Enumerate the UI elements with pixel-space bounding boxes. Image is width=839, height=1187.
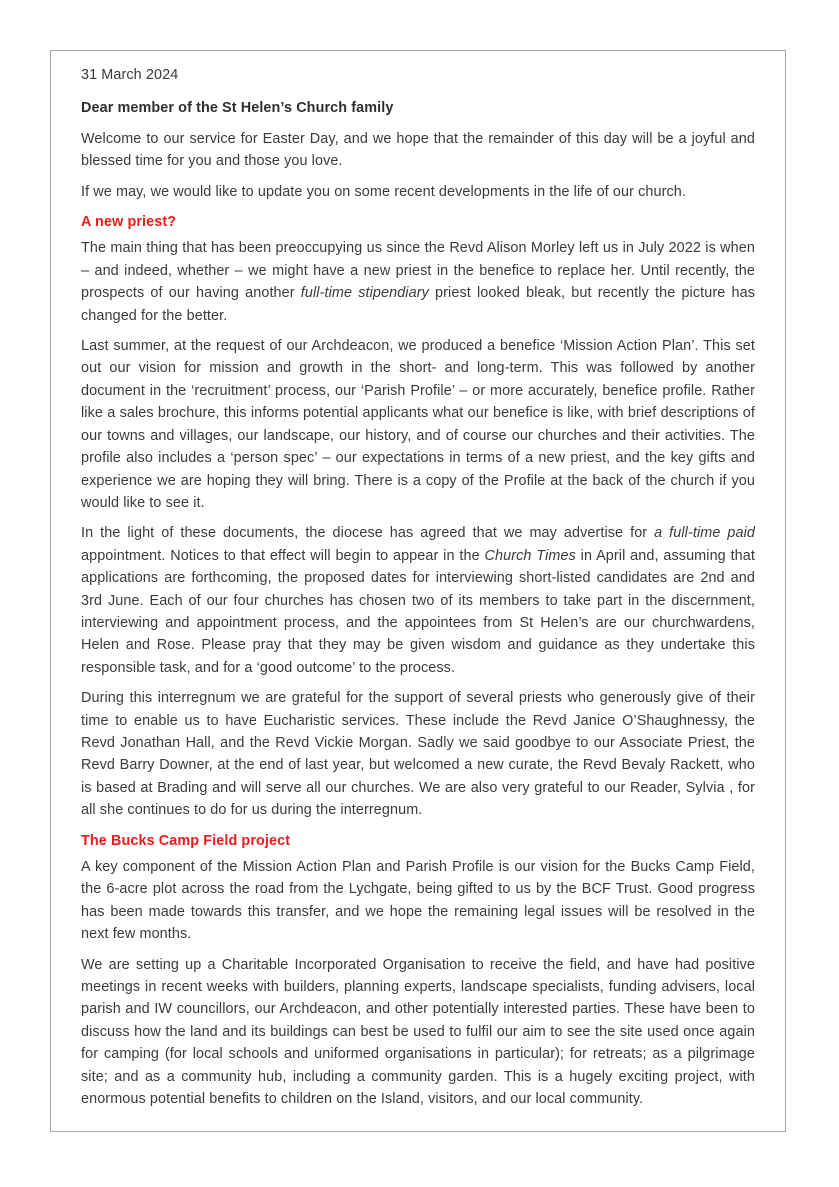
italic-phrase: a full-time paid	[654, 525, 755, 542]
paragraph-welcome	[81, 128, 755, 173]
paragraph-interregnum	[81, 687, 755, 821]
paragraph-text: We are setting up a Charitable Incorporated Organisation to receive the field, and have had positive meetings in recent weeks with builders, planning experts, landscape specialists, funding advisers, local parish and IW councillors, our Archdeacon, and other potentially interested parties. These have been to discuss how the land and its buildings can best be used to fulfil our aim to see the site used once again for camping (for local schools and uniformed organisations in particular); for retreats; as a pilgrimage site; and as a community hub, including a community garden. This is a hugely exciting project, with enormous potential benefits to children on the Island, visitors, and our local community.	[81, 956, 755, 1108]
paragraph-text: Last summer, at the request of our Archdeacon, we produced a benefice ‘Mission Action Plan’. This set out our vision for mission and growth in the short- and long-term. This was followed by another document in the ‘recruitment’ process, our ‘Parish Profile’ – or more accurately, benefice profile. Rather like a sales brochure, this informs potential applicants what our benefice is like, with brief descriptions of our towns and villages, our landscape, our history, and of course our churches and their activities. The profile also includes a ‘person spec’ – our expectations in terms of a new priest, and the key gifts and experience we are hoping they will bring. There is a copy of the Profile at the back of the church if you would like to see it.	[81, 338, 755, 511]
paragraph-text: A key component of the Mission Action Plan and Parish Profile is our vision for the Bucks Camp Field, the 6-acre plot across the road from the Lychgate, being gifted to us by the BCF Trust. Good progress has been made towards this transfer, and we hope the remaining legal issues will be resolved in the next few months.	[81, 859, 755, 943]
paragraph-text: During this interregnum we are grateful for the support of several priests who generously give of their time to enable us to have Eucharistic services. These include the Revd Janice O’Shaughnessy, the Revd Jonathan Hall, and the Revd Vickie Morgan. Sadly we said goodbye to our Associate Priest, the Revd Barry Downer, at the end of last year, but welcomed a new curate, the Revd Bevaly Rackett, who is based at Brading and will serve all our churches. We are also very grateful to our Reader, Sylvia , for all she continues to do for us during the interregnum.	[81, 690, 755, 819]
italic-phrase: full-time stipendiary	[300, 285, 429, 302]
paragraph-in-the-light	[81, 522, 755, 679]
italic-phrase-church-times: Church Times	[484, 547, 576, 564]
section-heading-new-priest: A new priest?	[81, 214, 177, 231]
paragraph-text: priest looked bleak, but recently the picture has changed for the better.	[81, 285, 755, 324]
letter-content	[51, 51, 785, 1110]
paragraph-text: If we may, we would like to update you on some recent developments in the life of our church.	[81, 183, 686, 200]
paragraph-main-thing	[81, 237, 755, 327]
paragraph-setting-up	[81, 954, 755, 1111]
document-page	[50, 50, 786, 1132]
paragraph-text: in April and, assuming that applications are forthcoming, the proposed dates for interviewing short-listed candidates are 2nd and 3rd June. Each of our four churches has chosen two of its members to take part in the discernment, interviewing and appointment process, and the appointees from St Helen’s are our churchwardens, Helen and Rose. Please pray that they may be given wisdom and guidance as they undertake this responsible task, and for a ‘good outcome’ to the process.	[81, 547, 755, 676]
paragraph-update	[81, 181, 755, 203]
paragraph-text: In the light of these documents, the diocese has agreed that we may advertise for	[81, 525, 655, 542]
date-line: 31 March 2024	[81, 67, 179, 83]
paragraph-key-component	[81, 856, 755, 946]
paragraph-text: appointment. Notices to that effect will begin to appear in the	[81, 547, 485, 564]
paragraph-last-summer	[81, 335, 755, 514]
salutation: Dear member of the St Helen’s Church family	[81, 100, 394, 117]
paragraph-text: The main thing that has been preoccupying us since the Revd Alison Morley left us in July 2022 is when – and indeed, whether – we might have a new priest in the benefice to replace her. Until recently, the prospects of our having another	[81, 240, 755, 302]
paragraph-text: Welcome to our service for Easter Day, and we hope that the remainder of this day will be a joyful and blessed time for you and those you love.	[81, 130, 755, 170]
section-heading-bucks-camp-field: The Bucks Camp Field project	[81, 832, 291, 849]
